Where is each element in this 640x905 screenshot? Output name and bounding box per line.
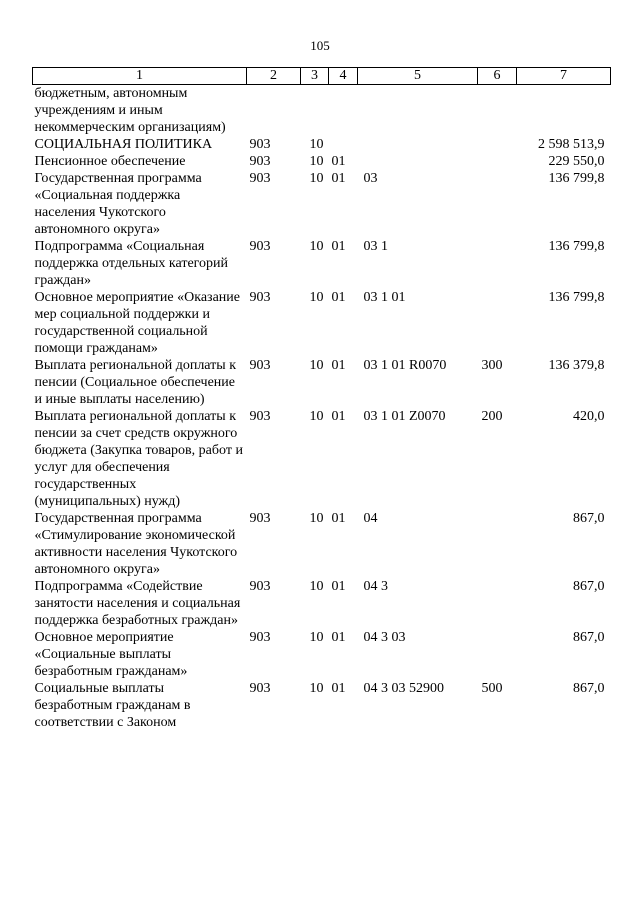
row-subsection-cell [329,136,358,153]
row-expense-type-cell: 500 [481,681,503,696]
row-amount-cell: 136 799,8 [548,171,605,186]
row-grbs-cell: 903 [249,290,271,305]
row-expense-type-cell [478,578,517,629]
row-name-cell: Основное мероприятие «Социальные выплаты безработным гражданам» [34,630,188,679]
row-section-cell: 10 [309,290,324,305]
row-name-cell: Подпрограмма «Содействие занятости населения и социальная поддержка безработных граждан» [34,579,241,628]
row-subsection-cell: 01 [331,171,346,186]
column-header-7: 7 [517,68,611,85]
table-row [33,578,611,629]
row-expense-type-cell [478,289,517,357]
table-row [33,357,611,408]
row-section-cell [301,85,329,137]
row-section-cell: 10 [309,239,324,254]
column-header-4: 4 [329,68,358,85]
row-name-cell: Государственная программа «Стимулирование экономической активности населения Чукотского автономного округа» [34,511,238,577]
row-name-cell: Социальные выплаты безработным гражданам в соответствии с Законом [34,681,191,730]
row-name-cell: бюджетным, автономным учреждениям и иным некоммерческим организациям) [34,86,226,135]
row-grbs-cell: 903 [249,358,271,373]
column-header-2: 2 [247,68,301,85]
row-name-cell: Подпрограмма «Социальная поддержка отдельных категорий граждан» [34,239,229,288]
row-target-article-cell: 04 3 03 52900 [363,681,444,696]
row-amount-cell: 229 550,0 [548,154,605,169]
row-section-cell: 10 [309,171,324,186]
table-row [33,408,611,510]
row-expense-type-cell [478,85,517,137]
row-target-article-cell: 03 [363,171,378,186]
row-section-cell: 10 [309,681,324,696]
row-subsection-cell: 01 [331,630,346,645]
row-expense-type-cell: 300 [481,358,503,373]
row-grbs-cell: 903 [249,511,271,526]
row-expense-type-cell [478,629,517,680]
row-section-cell: 10 [309,154,324,169]
row-expense-type-cell [478,238,517,289]
row-target-article-cell: 03 1 [363,239,388,254]
table-body [33,85,611,732]
row-amount-cell: 136 379,8 [548,358,605,373]
row-target-article-cell [358,85,478,137]
row-amount-cell: 867,0 [573,579,605,594]
row-expense-type-cell [478,153,517,170]
table-row [33,170,611,238]
row-name-cell: Выплата региональной доплаты к пенсии (Социальное обеспечение и иные выплаты населению) [34,358,236,407]
row-name-cell: Основное мероприятие «Оказание мер социальной поддержки и государственной социальной помощи гражданам» [34,290,240,356]
row-target-article-cell [358,136,478,153]
row-grbs-cell: 903 [249,630,271,645]
row-subsection-cell: 01 [331,511,346,526]
row-subsection-cell: 01 [331,154,346,169]
row-subsection-cell: 01 [331,579,346,594]
row-section-cell: 10 [309,409,324,424]
row-subsection-cell: 01 [331,358,346,373]
row-expense-type-cell: 200 [481,409,503,424]
row-section-cell: 10 [309,579,324,594]
row-amount-cell: 136 799,8 [548,290,605,305]
row-target-article-cell: 03 1 01 [363,290,406,305]
row-subsection-cell: 01 [331,239,346,254]
table-row [33,238,611,289]
row-name-cell: СОЦИАЛЬНАЯ ПОЛИТИКА [34,137,213,152]
page-number: 105 [310,38,330,53]
table-header-row [33,68,611,85]
row-name-cell: Выплата региональной доплаты к пенсии за счет средств окружного бюджета (Закупка товаров, работ и услуг для обеспечения государственных (муниципальных) нужд) [34,409,243,509]
table-row [33,289,611,357]
row-subsection-cell: 01 [331,681,346,696]
row-target-article-cell: 04 3 [363,579,388,594]
column-header-5: 5 [358,68,478,85]
budget-table [32,67,611,731]
row-grbs-cell: 903 [249,154,271,169]
row-target-article-cell: 03 1 01 R0070 [363,358,447,373]
row-section-cell: 10 [309,630,324,645]
row-target-article-cell: 04 [363,511,378,526]
row-grbs-cell: 903 [249,239,271,254]
row-subsection-cell [329,85,358,137]
column-header-1: 1 [33,68,247,85]
column-header-3: 3 [301,68,329,85]
row-grbs-cell: 903 [249,137,271,152]
column-header-6: 6 [478,68,517,85]
row-expense-type-cell [478,510,517,578]
row-target-article-cell: 04 3 03 [363,630,406,645]
row-section-cell: 10 [309,137,324,152]
row-amount-cell: 2 598 513,9 [538,137,605,152]
row-section-cell: 10 [309,511,324,526]
table-row [33,680,611,731]
row-amount-cell: 867,0 [573,630,605,645]
table-row [33,136,611,153]
row-expense-type-cell [478,170,517,238]
row-target-article-cell [358,153,478,170]
row-section-cell: 10 [309,358,324,373]
row-amount-cell: 420,0 [573,409,605,424]
row-amount-cell: 867,0 [573,681,605,696]
row-subsection-cell: 01 [331,409,346,424]
row-grbs-cell: 903 [249,171,271,186]
row-amount-cell: 867,0 [573,511,605,526]
row-name-cell: Государственная программа «Социальная поддержка населения Чукотского автономного округа» [34,171,202,237]
row-subsection-cell: 01 [331,290,346,305]
table-row [33,85,611,137]
row-grbs-cell [247,85,301,137]
row-target-article-cell: 03 1 01 Z0070 [363,409,446,424]
row-name-cell: Пенсионное обеспечение [34,154,186,169]
row-grbs-cell: 903 [249,409,271,424]
row-amount-cell: 136 799,8 [548,239,605,254]
row-expense-type-cell [478,136,517,153]
row-grbs-cell: 903 [249,681,271,696]
table-row [33,510,611,578]
table-row [33,629,611,680]
table-row [33,153,611,170]
row-amount-cell [517,85,611,137]
row-grbs-cell: 903 [249,579,271,594]
